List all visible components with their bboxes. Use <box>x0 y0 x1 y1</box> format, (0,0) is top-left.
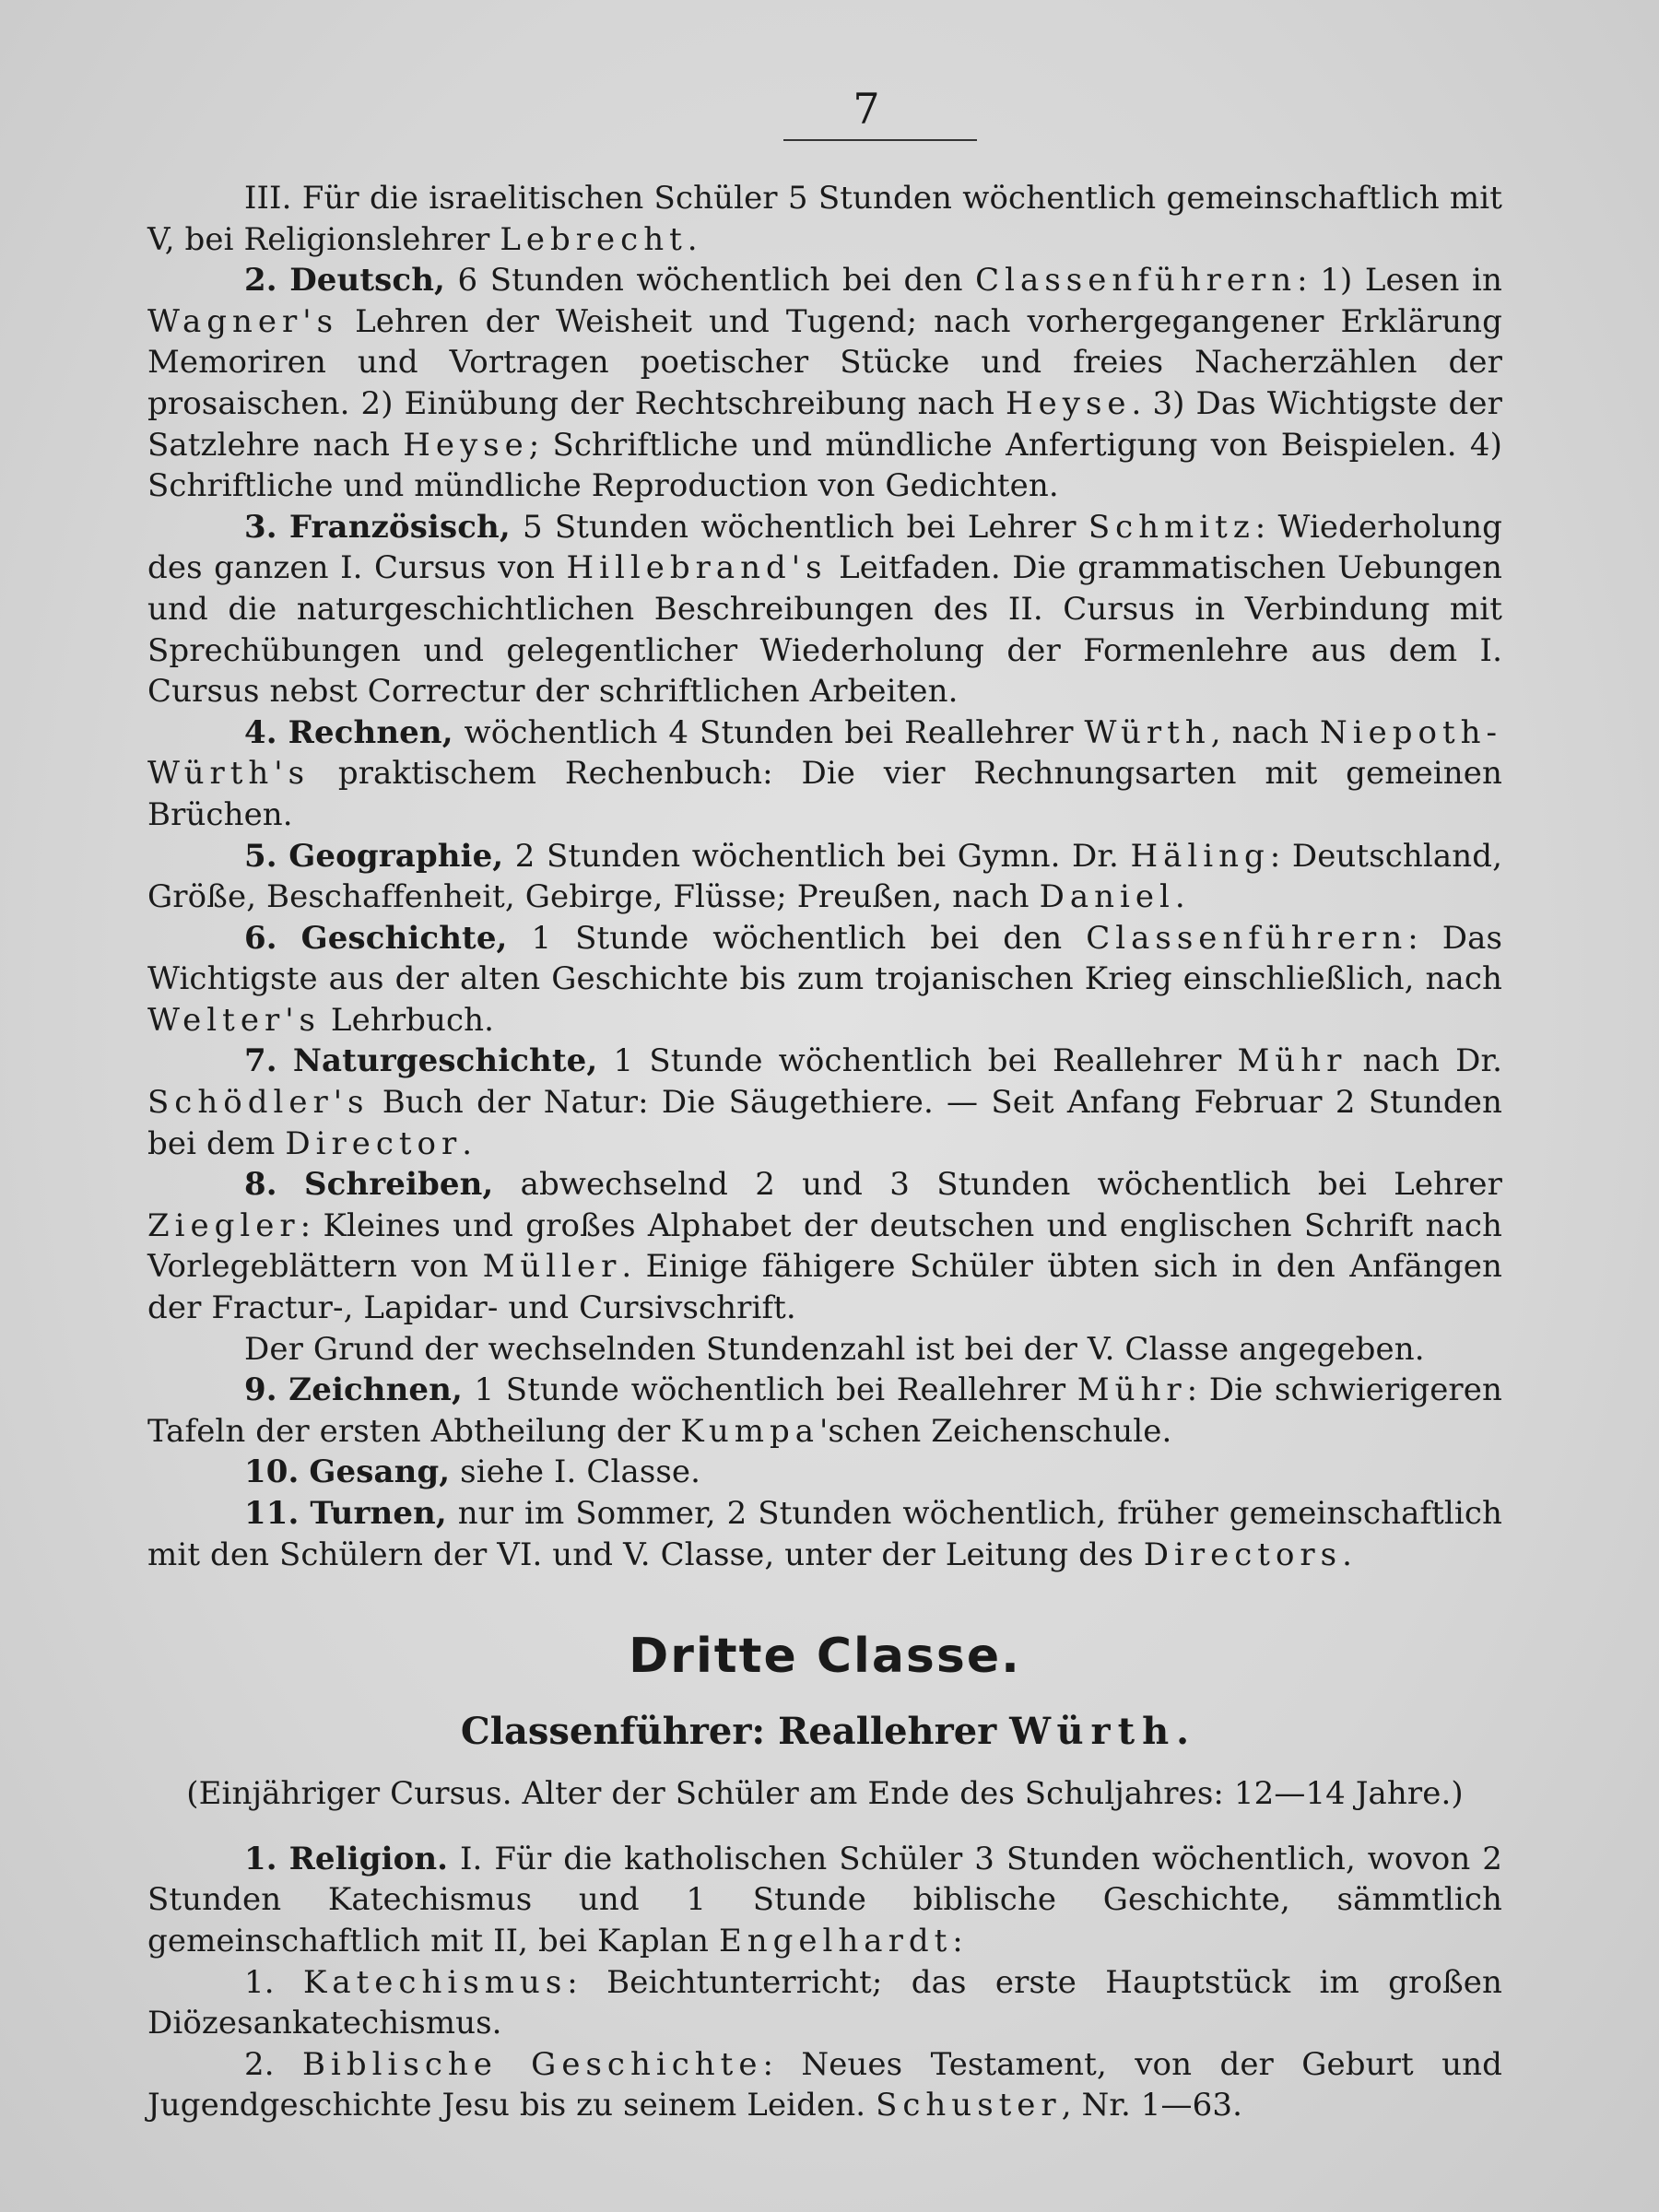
paragraph-schreiben <box>147 1164 1502 1328</box>
text: 6 Stunden wöchentlich bei den <box>444 262 976 300</box>
text: 1 Stunde wöchentlich bei Reallehrer <box>462 1371 1077 1409</box>
spacer <box>147 1815 1502 1839</box>
text: : <box>952 1922 963 1959</box>
header-rule <box>783 139 977 141</box>
text: : Wiederholung des ganzen I. Cursus von <box>147 508 1502 587</box>
paragraph-biblische-geschichte <box>147 2044 1502 2126</box>
paragraph-grund: Der Grund der wechselnden Stundenzahl ist bei der V. Classe angegeben. <box>244 1330 1425 1368</box>
text: 2 Stunden wöchentlich bei Gymn. Dr. <box>503 837 1131 875</box>
paragraph-geschichte <box>147 918 1502 1041</box>
text: . <box>1342 1535 1353 1573</box>
paragraph-zeichnen <box>147 1370 1502 1452</box>
subtitle-end: . <box>1176 1710 1190 1754</box>
text: Leitfaden. Die grammatischen Uebungen und die naturgeschichtlichen Beschreibungen des II. Cursus in Verbindung mit Sprechübungen und gelegentlicher Wiederholung der Formenlehre aus dem I. Cursus nebst Correctur der schriftlichen Arbeiten. <box>147 549 1502 711</box>
subject-title: Gesang, <box>309 1453 451 1491</box>
spaced-name: Mühr <box>1077 1371 1187 1409</box>
item-number: 2. <box>244 2045 275 2083</box>
text: : Deutschland, Größe, Beschaffenheit, Gebirge, Flüsse; Preußen, nach <box>147 837 1502 916</box>
item-number: 11. <box>244 1495 300 1532</box>
text: praktischem Rechenbuch: Die vier Rechnungsarten mit gemeinen Brüchen. <box>147 755 1502 833</box>
item-number: 7. <box>244 1042 277 1080</box>
item-number: 10. <box>244 1453 300 1491</box>
text: . 3) Das Wichtigste der Satzlehre nach <box>147 384 1502 464</box>
text: wöchentlich 4 Stunden bei Reallehrer <box>453 713 1085 751</box>
spaced-name: Hillebrand's <box>566 549 828 587</box>
spaced-name: Biblische Geschichte <box>302 2045 763 2083</box>
spaced-name: Classenführern <box>975 262 1298 300</box>
text: . <box>1174 878 1185 916</box>
text: I. Für die katholischen Schüler 3 Stunden wöchentlich, wovon 2 Stunden Katechismus und 1 Stunde biblische Geschichte, sämmtlich gemeinschaftlich mit II, bei Kaplan <box>147 1840 1502 1959</box>
text: : Kleines und großes Alphabet der deutschen und englischen Schrift nach Vorlegeblättern von <box>147 1206 1502 1286</box>
item-number: 4. <box>244 713 277 751</box>
spaced-name: Schödler's <box>147 1084 370 1122</box>
spaced-name: Niepoth-Würth's <box>147 713 1502 793</box>
paragraph-franzoesisch <box>147 507 1502 712</box>
section-title: Dritte Classe. <box>629 1629 1021 1685</box>
text: 5 Stunden wöchentlich bei Lehrer <box>510 508 1088 546</box>
text: : Das Wichtigste aus der alten Geschichte bis zum trojanischen Krieg einschließlich, nach <box>147 919 1502 998</box>
teacher-name: Lebrecht <box>500 220 688 258</box>
spaced-name: Wagner's <box>147 302 339 340</box>
item-number: 2. <box>244 262 277 300</box>
item-number: 5. <box>244 837 277 875</box>
text: Lehren der Weisheit und Tugend; nach vorhergegangener Erklärung Memoriren und Vortragen poetischer Stücke und freies Nacherzählen der prosaischen. 2) Einübung der Rechtschreibung nach <box>147 302 1502 422</box>
text: Lehrbuch. <box>321 1001 495 1039</box>
subject-title: Rechnen, <box>288 713 453 751</box>
spaced-name: Daniel <box>1039 878 1175 916</box>
text: abwechselnd 2 und 3 Stunden wöchentlich bei Lehrer <box>493 1166 1502 1204</box>
text: 1 Stunde wöchentlich bei den <box>507 919 1087 957</box>
paragraph-rechnen <box>147 712 1502 836</box>
spaced-name: Müller <box>482 1248 622 1286</box>
spaced-name: Mühr <box>1237 1042 1347 1080</box>
paragraph-israelit: III. Für die israelitischen Schüler 5 Stunden wöchentlich gemeinschaftlich mit V, bei Religionslehrer Lebrecht. <box>147 180 1502 258</box>
subject-title: Religion. <box>288 1840 449 1877</box>
subject-title: Turnen, <box>310 1495 447 1532</box>
text: ; Schriftliche und mündliche Anfertigung von Beispielen. 4) Schriftliche und mündliche Reproduction von Gedichten. <box>147 426 1502 505</box>
text: III. Für die israelitischen Schüler 5 Stunden wöchentlich gemeinschaftlich mit V, bei Religionslehrer <box>147 180 1502 258</box>
text: : Beichtunterricht; das erste Hauptstück im großen Diözesankatechismus. <box>147 1963 1502 2042</box>
text: : Neues Testament, von der Geburt und Jugendgeschichte Jesu bis zu seinem Leiden. <box>147 2045 1502 2124</box>
spaced-name: Directors <box>1143 1535 1343 1573</box>
subject-title: Deutsch, <box>289 262 445 300</box>
text: 'schen Zeichenschule. <box>819 1412 1172 1450</box>
subject-title: Geschichte, <box>300 919 508 957</box>
text: , Nr. 1—63. <box>1061 2087 1242 2124</box>
spaced-name: Ziegler <box>147 1206 300 1244</box>
paragraph-naturgeschichte <box>147 1041 1502 1164</box>
item-number: 1. <box>244 1963 275 2001</box>
spaced-name: Engelhardt <box>718 1922 953 1959</box>
spaced-name: Kumpa <box>680 1412 820 1450</box>
text: , nach <box>1210 713 1320 751</box>
subject-title: Zeichnen, <box>288 1371 463 1409</box>
paragraph-deutsch <box>147 260 1502 507</box>
text: siehe I. Classe. <box>450 1453 701 1491</box>
spaced-name: Heyse <box>1005 384 1132 422</box>
spaced-name: Classenführern <box>1086 919 1408 957</box>
spaced-name: Katechismus <box>302 1963 568 2001</box>
paragraph-geographie <box>147 836 1502 918</box>
subject-title: Französisch, <box>288 508 511 546</box>
paragraph-gesang <box>147 1452 1502 1493</box>
spaced-name: Schuster <box>876 2087 1062 2124</box>
text: . Einige fähigere Schüler übten sich in den Anfängen der Fractur-, Lapidar- und Cursivschrift. <box>147 1248 1502 1327</box>
text: . <box>462 1124 473 1162</box>
item-number: 8. <box>244 1166 277 1204</box>
item-number: 3. <box>244 508 277 546</box>
item-number: 1. <box>244 1840 277 1877</box>
page-number: 7 <box>853 84 880 134</box>
spaced-name: Häling <box>1130 837 1270 875</box>
subject-title: Naturgeschichte, <box>292 1042 598 1080</box>
text: : Die schwierigeren Tafeln der ersten Abtheilung der <box>147 1371 1502 1450</box>
item-number: 6. <box>244 919 277 957</box>
text: Buch der Natur: Die Säugethiere. — Seit Anfang Februar 2 Stunden bei dem <box>147 1084 1502 1162</box>
spaced-name: Director <box>285 1124 463 1162</box>
section-subtitle <box>147 1710 1502 1753</box>
spaced-name: Heyse <box>403 426 529 464</box>
text: 1 Stunde wöchentlich bei Reallehrer <box>597 1042 1238 1080</box>
subtitle-label: Classenführer: Reallehrer <box>460 1710 1010 1754</box>
spaced-name: Würth <box>1084 713 1211 751</box>
item-number: 9. <box>244 1371 277 1409</box>
page <box>147 84 1502 2126</box>
subject-title: Geographie, <box>288 837 504 875</box>
paragraph-katechismus <box>147 1962 1502 2044</box>
spaced-name: Schmitz <box>1088 508 1255 546</box>
paragraph-religion <box>147 1839 1502 1962</box>
text: nach Dr. <box>1347 1042 1502 1080</box>
subject-title: Schreiben, <box>303 1166 494 1204</box>
paragraph-turnen <box>147 1493 1502 1575</box>
cursus-note: (Einjähriger Cursus. Alter der Schüler am Ende des Schuljahres: 12—14 Jahre.) <box>186 1775 1464 1813</box>
spaced-name: Welter's <box>147 1001 322 1039</box>
text: nur im Sommer, 2 Stunden wöchentlich, früher gemeinschaftlich mit den Schülern der VI. und V. Classe, unter der Leitung des <box>147 1495 1502 1573</box>
text: : 1) Lesen in <box>1297 262 1502 300</box>
subtitle-name: Würth <box>1009 1710 1177 1754</box>
